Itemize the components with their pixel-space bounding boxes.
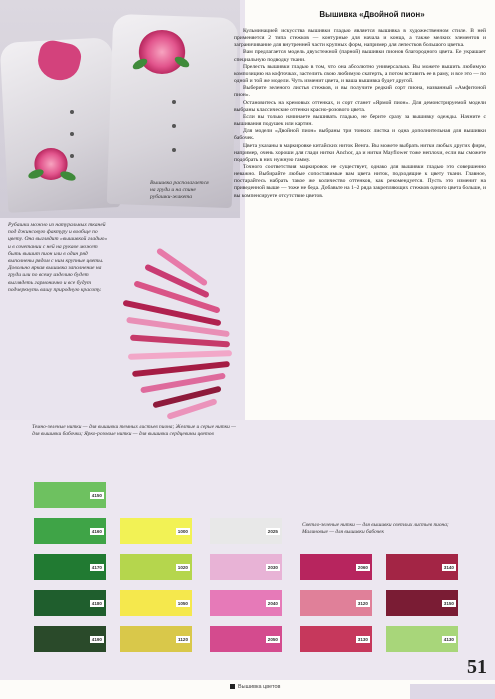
thread-swatch <box>120 518 192 544</box>
thread-skeins-photo <box>122 258 240 418</box>
thread-swatch <box>210 590 282 616</box>
peony-flower-chest <box>138 30 186 74</box>
thread-swatch <box>34 590 106 616</box>
paragraph: Точного соответствия маркировок не существует, однако для вышивки гладью это совершенно неважно. Выбирайте любые сопоставимые вам цвета ниток, подходящие к цвету ткани. Главное, постарайтесь набрать такое же количество оттенков, как рекомендуется. Пусть это изменит на приведенной выше — тоже не беда. Добавьте на 1–2 ряда закрепляющих стежков одного цвета больше, и вы компенсируете отсутствие цветов. <box>234 163 486 199</box>
shirt-button <box>172 124 176 128</box>
thread-swatch <box>210 518 282 544</box>
thread-swatch <box>386 590 458 616</box>
caption-thread-colors-left: Темно-зеленые нитки — для вышивки темных листьев пиона; Желтые и серые нитки — для вышивки бабочки; Ярко-розовые нитки — для вышивки сердцевины цветов <box>32 424 236 437</box>
thread-code: 2050 <box>267 636 278 642</box>
thread-code: 1000 <box>177 528 188 534</box>
thread-code: 4150 <box>91 492 102 498</box>
thread-swatch <box>34 626 106 652</box>
paragraph: Цвета указаны в маркировке китайских ниток Венга. Вы можете выбрать нитки любых других фирм, например, очень хороши для глади нитки Anchor, да и нитки Mayflower тоже неплохи, если вы сможете подобрать в них нужную гамму. <box>234 142 486 163</box>
paragraph: Остановитесь на кремовых оттенках, и сорт станет «Ярмой пион». Для демонстрируемой модели выбраны классические оттенки красно-розового цвета. <box>234 99 486 113</box>
thread-code: 2030 <box>267 564 278 570</box>
footer-bar <box>410 684 495 699</box>
thread-code: 1120 <box>178 636 188 642</box>
paragraph: Для модели «Двойной пион» выбраны три тонких листка и одна дополнительная для вышивки бабочек. <box>234 128 486 142</box>
thread-code: 1020 <box>177 564 188 570</box>
footer-text: Вышивка цветов <box>238 684 281 690</box>
article-body <box>234 28 486 200</box>
thread-code: 1050 <box>177 600 188 606</box>
thread-code: 2040 <box>267 600 278 606</box>
skein <box>130 335 230 348</box>
thread-code: 4160 <box>91 528 102 534</box>
thread-code: 4130 <box>443 636 454 642</box>
thread-swatch <box>300 554 372 580</box>
thread-swatch <box>386 554 458 580</box>
caption-thread-colors-right: Светло-зеленые нитки — для вышивки светлых листьев пиона; Малиновые — для вышивки бабочек <box>302 522 449 535</box>
thread-code: 4180 <box>91 600 102 606</box>
thread-swatch <box>210 554 282 580</box>
page-number: 51 <box>467 656 487 678</box>
thread-code: 3130 <box>357 636 368 642</box>
shirt-button <box>70 132 74 136</box>
paragraph: Прелесть вышивки гладью в том, что она абсолютно универсальна. Вы можете вышить любимую композицию на кофточках, застелить свою любимую скатерть, а потом вставить ее в раму, и все это — по одной и той же модели. Чуть изменит цвета, и ваша вышивка будет другой. <box>234 63 487 85</box>
thread-code: 3120 <box>357 600 368 606</box>
shirt-button <box>70 110 74 114</box>
article-title: Вышивка «Двойной пион» <box>319 10 425 19</box>
thread-swatch <box>300 590 372 616</box>
shirt-button <box>172 100 176 104</box>
paragraph: Если вы только начинаете вышивать гладью, не берите сразу за вышивку одежды. Начните с вышивания подушек или картин. <box>234 113 486 128</box>
thread-swatch <box>210 626 282 652</box>
paragraph: Вам предлагается модель двухстежной (парной) вышивки пионов благородного цвета. Ее украшает специальную подводку ткани. <box>234 49 486 63</box>
thread-swatch <box>120 590 192 616</box>
skein <box>128 350 232 360</box>
caption-embroidery-placement: Вышивка располагается на груди и на спине рубашки-жакета <box>150 180 209 201</box>
thread-code: 3140 <box>443 564 454 570</box>
thread-swatch <box>34 518 106 544</box>
thread-swatch <box>120 626 192 652</box>
thread-code: 4170 <box>91 564 102 570</box>
shirt-button <box>70 154 74 158</box>
thread-swatch <box>34 482 106 508</box>
thread-code: 4190 <box>91 636 102 642</box>
thread-swatch <box>120 554 192 580</box>
thread-swatch <box>300 626 372 652</box>
thread-code: 3150 <box>443 600 454 606</box>
caption-shirts: Рубашки можно из натуральных тканей под джинсовую фактуру и вообще по цвету. Она выглядит «вышивкой гладью» и в сочетании с ней на рукаве может быть вышит пион или в один ряд выполнены рядом с ним крупные цветы. Довольно яркая вышивка заполнение на груди или по всему изделию будет выглядеть гармонично и все будут подчеркнуть вашу природную красоту. <box>8 222 108 293</box>
paragraph: Выберите зеленого листья стежков, и вы получите редкий сорт пиона, названный «Амфитоной пион». <box>234 85 486 99</box>
thread-swatch <box>34 554 106 580</box>
thread-code: 2060 <box>357 564 368 570</box>
shirt-button <box>172 148 176 152</box>
paragraph: Кульминацией искусства вышивки гладью является вышивка в художественном стиле. В ней применяется 2 типа стежков — контурные для начала и конца, а также мелких элементов и заграничивание для внутренней части крупных форм, например для лепестков большого цветка. <box>234 28 486 49</box>
thread-code: 2025 <box>267 528 278 534</box>
footer <box>230 684 280 690</box>
thread-swatch <box>386 626 458 652</box>
footer-square-icon <box>230 684 235 689</box>
